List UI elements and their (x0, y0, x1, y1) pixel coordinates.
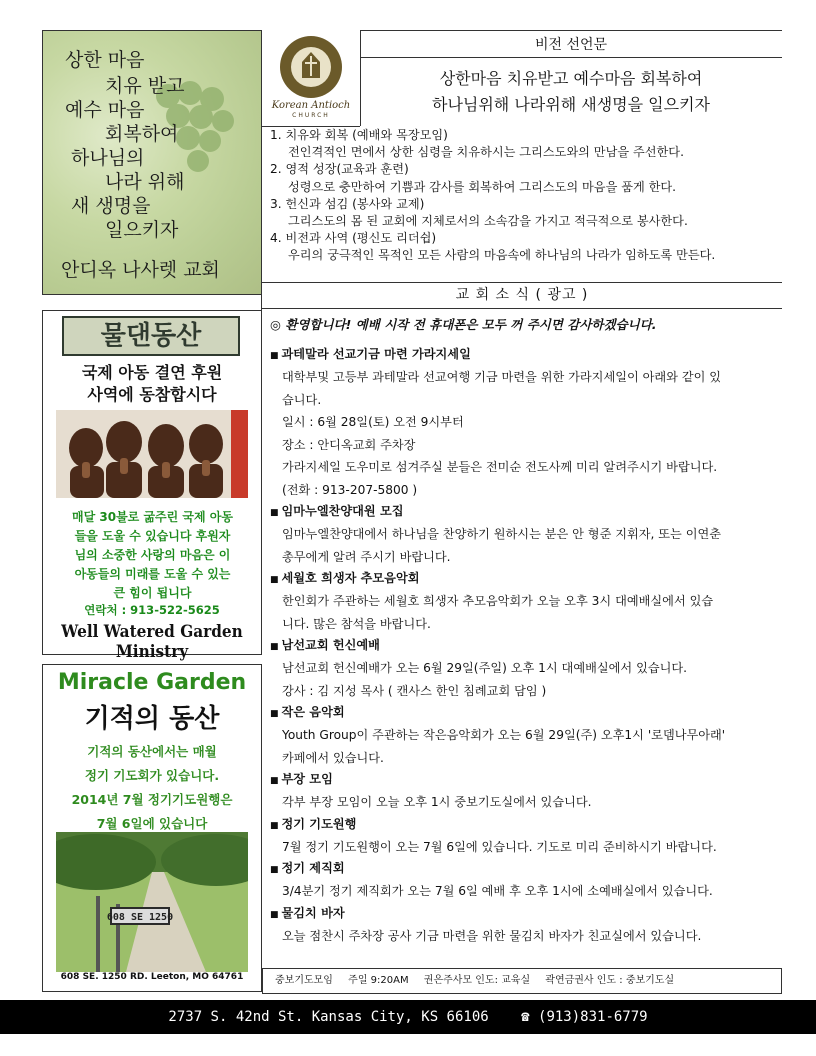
vision-slogan-panel (42, 30, 262, 295)
news-item-title (270, 344, 782, 366)
news-item-line: 3/4분기 정기 제직회가 오는 7월 6일 예배 후 오후 1시에 소예배실에서 있습니다. (282, 884, 713, 898)
bullet-icon: ■ (270, 642, 279, 652)
country-road-photo (56, 832, 248, 972)
news-intro: ◎ 환영합니다! 예배 시작 전 휴대폰은 모두 꺼 주시면 감사하겠습니다. (270, 317, 657, 332)
bullet-icon: ■ (270, 776, 279, 786)
vision-item-title: 2. 영적 성장(교육과 훈련) (270, 162, 409, 177)
ad2-desc-line: 기적의 동산에서는 매월 (87, 744, 217, 759)
ad1-desc-line: 아동들의 미래를 도울 수 있는 (74, 567, 231, 581)
ad1-subtitle-line: 국제 아동 결연 후원 (81, 363, 223, 382)
slogan-line: 일으키자 (105, 219, 179, 241)
ad1-desc-line: 큰 힘이 됩니다 (113, 586, 192, 600)
bullet-icon: ■ (270, 820, 279, 831)
bullet-icon: ■ (270, 508, 279, 518)
vision-item-desc: 성령으로 충만하여 기쁨과 감사를 회복하여 그리스도의 마음을 품게 한다. (288, 179, 677, 194)
news-item-title-text: 정기 제직회 (281, 861, 345, 875)
news-item-title-text: 정기 기도원행 (281, 816, 357, 831)
news-item-title (270, 814, 782, 836)
news-item-line: 7월 정기 기도원행이 오는 7월 6일에 있습니다. 기도로 미리 준비하시기 바랍니다. (282, 839, 717, 854)
logo-sub: CHURCH (292, 112, 330, 119)
bullet-icon: ■ (270, 575, 279, 585)
church-name: 안디옥 나사렛 교회 (61, 259, 220, 281)
telephone-icon: ☎ (521, 1009, 530, 1025)
children-praying-photo (56, 410, 248, 498)
slogan-line: 하나님의 (71, 147, 145, 169)
news-item-title (270, 769, 782, 791)
ad1-description (50, 508, 255, 603)
bullet-icon: ■ (270, 709, 279, 719)
ad1-ministry-name: Well Watered Garden Ministry (61, 622, 243, 662)
news-item-title-text: 물김치 바자 (281, 905, 345, 920)
news-item-line: 일시 : 6월 28일(토) 오전 9시부터 (282, 415, 464, 429)
schedule-item: 중보기도모임 (275, 975, 333, 986)
ad1-desc-line: 님의 소중한 사랑의 마음은 이 (74, 548, 231, 562)
ad2-desc-line: 2014년 7월 정기기도원행은 (71, 792, 233, 807)
bullet-icon: ■ (270, 865, 279, 875)
news-item-line: 습니다. (282, 392, 322, 407)
news-item-title (270, 635, 782, 657)
vision-list (270, 127, 782, 265)
footer-address: 2737 S. 42nd St. Kansas City, KS 66106 (168, 1009, 489, 1025)
news-item-line: 총무에게 알려 주시기 바랍니다. (282, 549, 451, 564)
news-item-title-text: 임마누엘찬양대원 모집 (281, 504, 404, 518)
vision-statement-line: 하나님위해 나라위해 새생명을 일으키자 (431, 95, 710, 114)
news-item-line: (전화 : 913-207-5800 ) (282, 482, 418, 497)
vision-statement-line: 상한마음 치유받고 예수마음 회복하여 (439, 69, 703, 88)
schedule-item: 곽연금권사 인도 : 중보기도실 (545, 975, 675, 986)
slogan-line: 치유 받고 (105, 75, 185, 97)
bullet-icon: ■ (270, 351, 279, 361)
ad2-description (42, 740, 262, 836)
news-item-line: 대학부및 고등부 과테말라 선교여행 기금 마련을 위한 가라지세일이 아래와 같이 있 (282, 370, 722, 384)
ad1-subtitle (42, 362, 262, 406)
mailbox-sign: 608 SE 1250 (106, 912, 174, 923)
slogan-line: 상한 마음 (65, 49, 145, 71)
ad1-desc-line: 들을 도울 수 있습니다 후원자 (74, 529, 231, 543)
slogan-line: 예수 마음 (65, 99, 145, 121)
divider (261, 30, 262, 310)
ad2-desc-line: 정기 기도회가 있습니다. (84, 768, 220, 783)
news-item-line: 장소 : 안디옥교회 주차장 (282, 437, 416, 452)
news-item-title (270, 903, 782, 925)
vision-item-title: 1. 치유와 회복 (예배와 목장모임) (270, 128, 448, 142)
news-item-title-text: 세월호 희생자 추모음악회 (281, 571, 420, 585)
vision-item-desc: 전인격적인 면에서 상한 심령을 치유하시는 그리스도와의 만남을 주선한다. (288, 145, 684, 160)
news-item-line: 한인회가 주관하는 세월호 희생자 추모음악회가 오늘 오후 3시 대예배실에서 있습 (282, 594, 714, 608)
news-item-title (270, 702, 782, 724)
ad1-desc-line: 매달 30불로 굶주린 국제 아동 (72, 510, 233, 524)
ad2-title-english: Miracle Garden (57, 670, 247, 695)
news-item-title-text: 작은 음악회 (281, 705, 345, 719)
slogan-line: 나라 위해 (105, 171, 185, 193)
news-item-line: 카페에서 있습니다. (282, 750, 384, 765)
news-item-title (270, 501, 782, 523)
news-item-line: 임마누엘찬양대에서 하나님을 찬양하기 원하시는 분은 안 형준 지휘자, 또는 이연춘 (282, 527, 722, 541)
news-item-line: 오늘 점찬시 주차장 공사 기금 마련을 위한 물김치 바자가 친교실에서 있습니다. (282, 928, 702, 943)
news-item-line: 남선교회 헌신예배가 오는 6월 29일(주일) 오후 1시 대예배실에서 있습니다. (282, 661, 688, 675)
news-item-line: 각부 부장 모임이 오늘 오후 1시 중보기도실에서 있습니다. (282, 795, 592, 809)
vision-item-desc: 그리스도의 몸 된 교회에 지체로서의 소속감을 가지고 적극적으로 봉사한다. (288, 214, 688, 229)
ad1-title: 물댄동산 (62, 316, 240, 356)
news-item-line: Youth Group이 주관하는 작은음악회가 오는 6월 29일(주) 오후1시 '로뎀나무아래' (282, 728, 726, 742)
schedule-item: 주일 9:20AM (348, 975, 409, 986)
footer-phone: (913)831-6779 (538, 1009, 648, 1025)
news-item-line: 가라지세일 도우미로 섬겨주실 분들은 전미순 전도사께 미리 알려주시기 바랍니다. (282, 460, 718, 474)
news-item-line: 강사 : 김 지성 목사 ( 캔사스 한인 침례교회 담임 ) (282, 683, 547, 698)
logo-name: Korean Antioch (271, 100, 351, 111)
slogan-line: 회복하여 (105, 123, 179, 145)
news-item-title-text: 부장 모임 (281, 772, 333, 786)
vision-item-desc: 우리의 궁극적인 목적인 모든 사람의 마음속에 하나님의 나라가 임하도록 만든다. (288, 248, 716, 263)
schedule-item: 권은주사모 인도: 교육실 (423, 975, 531, 986)
ad2-address: 608 SE. 1250 RD. Leeton, MO 64761 (60, 972, 244, 982)
vision-item-title: 3. 헌신과 섬김 (봉사와 교제) (270, 196, 425, 211)
bullet-icon: ■ (270, 909, 279, 920)
news-list (270, 344, 782, 947)
news-item-title (270, 858, 782, 880)
vision-item-title: 4. 비전과 사역 (평신도 리더쉽) (270, 231, 437, 246)
news-item-title-text: 남선교회 헌신예배 (281, 638, 380, 652)
slogan-line: 새 생명을 (71, 195, 151, 217)
ad1-subtitle-line: 사역에 동참합시다 (87, 385, 217, 404)
footer-bar (0, 1000, 816, 1034)
news-item-title (270, 568, 782, 590)
divider (360, 30, 361, 126)
vision-header: 비전 선언문 (360, 30, 782, 58)
nazarene-logo-icon (262, 30, 360, 102)
ad2-desc-line: 7월 6일에 있습니다 (96, 816, 208, 831)
prayer-schedule-bar (262, 968, 782, 994)
ad2-title-korean: 기적의 동산 (84, 704, 220, 734)
news-item-line: 니다. 많은 참석을 바랍니다. (282, 616, 431, 631)
vision-statement (360, 66, 782, 118)
news-header: 교 회 소 식 ( 광고 ) (455, 287, 589, 303)
news-item-title-text: 과테말라 선교기금 마련 가라지세일 (281, 347, 471, 361)
ad1-contact: 연락처 : 913-522-5625 (84, 603, 220, 617)
divider (262, 308, 782, 309)
